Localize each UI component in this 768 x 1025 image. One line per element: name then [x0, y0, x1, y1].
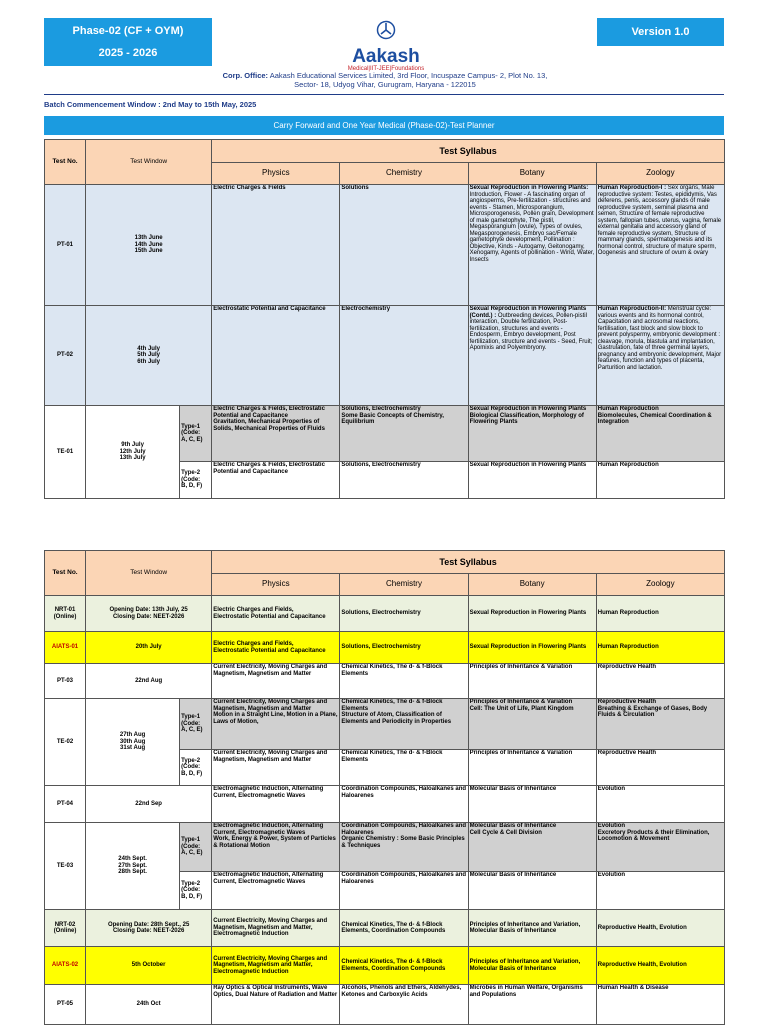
chemistry-cell: Chemical Kinetics, The d- & f-Block Elements Structure of Atom, Classification of Elements and Periodicity in Properties: [340, 699, 468, 750]
zoology-detail: Sex organs, Male reproductive system: Testes, epididymis, Vas deferens, penis, accessory glands of male reproductive system, seminal plasma and semen, Structure of female reproductive system, fallopian tubes, uterus, vagina, female external genitalia and accessory gland of female reproductive system, Structure of mammary glands, spermatogenesis and its hormonal control, structure of mature sperm, Oogenesis and structure of ovum & ovary: [597, 185, 722, 256]
physics-cell: Electric Charges and Fields, Electrostatic Potential and Capacitance: [212, 596, 340, 632]
test-id: TE-01: [45, 406, 86, 499]
zoology-cell: Evolution: [596, 872, 724, 910]
test-id: TE-02: [45, 699, 86, 786]
table-row: [45, 947, 725, 985]
col-physics: Physics: [212, 163, 340, 185]
botany-cell: Molecular Basis of Inheritance: [468, 872, 596, 910]
table-row: [45, 306, 725, 406]
table-row: [45, 664, 725, 699]
corp-line2: Sector- 18, Udyog Vihar, Gurugram, Haryana - 122015: [294, 80, 476, 89]
physics-cell: Electrostatic Potential and Capacitance: [212, 306, 340, 406]
zoology-cell: Reproductive Health, Evolution: [596, 910, 724, 947]
botany-cell: Sexual Reproduction in Flowering Plants: [468, 462, 596, 499]
test-window: 22nd Sep: [86, 786, 212, 823]
zoology-cell: Reproductive Health, Evolution: [596, 947, 724, 985]
chemistry-cell: Chemical Kinetics, The d- & f-Block Elements, Coordination Compounds: [340, 910, 468, 947]
chemistry-cell: Solutions, Electrochemistry: [340, 462, 468, 499]
zoology-cell: Human Reproduction: [596, 596, 724, 632]
table-row: [45, 699, 725, 750]
aakash-logo: [336, 20, 436, 72]
test-id: PT-01: [45, 185, 86, 306]
table-row: [45, 406, 725, 462]
test-window: Opening Date: 28th Sept., 25 Closing Date: NEET-2026: [86, 910, 212, 947]
zoology-cell: [596, 185, 724, 306]
test-id: PT-04: [45, 786, 86, 823]
test-window: Opening Date: 13th July, 25 Closing Date: NEET-2026: [86, 596, 212, 632]
physics-cell: Ray Optics & Optical Instruments, Wave Optics, Dual Nature of Radiation and Matter: [212, 985, 340, 1025]
chemistry-cell: Coordination Compounds, Haloalkanes and Haloarenes: [340, 786, 468, 823]
version-box: [597, 18, 724, 46]
planner-title: Carry Forward and One Year Medical (Phase-02)-Test Planner: [44, 116, 724, 135]
col-test-window: Test Window: [86, 551, 212, 596]
botany-cell: [468, 185, 596, 306]
table-row: [45, 985, 725, 1025]
table-row: [45, 632, 725, 664]
physics-cell: Electromagnetic Induction, Alternating Current, Electromagnetic Waves: [212, 786, 340, 823]
test-id: NRT-02 (Online): [45, 910, 86, 947]
corp-office: [180, 71, 590, 89]
physics-cell: Current Electricity, Moving Charges and Magnetism, Magnetism and Matter, Electromagnetic Induction: [212, 947, 340, 985]
botany-cell: Principles of Inheritance & Variation: [468, 664, 596, 699]
type-label: Type-2 (Code: B, D, F): [180, 462, 212, 499]
col-test-no: Test No.: [45, 551, 86, 596]
botany-cell: Sexual Reproduction in Flowering Plants: [468, 632, 596, 664]
chemistry-cell: Chemical Kinetics, The d- & f-Block Elements: [340, 664, 468, 699]
botany-cell: Principles of Inheritance & Variation Cell: The Unit of Life, Plant Kingdom: [468, 699, 596, 750]
type-label: Type-1 (Code: A, C, E): [180, 406, 212, 462]
test-window: 13th June 14th June 15th June: [86, 185, 212, 306]
zoology-cell: Human Reproduction: [596, 462, 724, 499]
test-window: 22nd Aug: [86, 664, 212, 699]
chemistry-cell: Coordination Compounds, Haloalkanes and Haloarenes: [340, 872, 468, 910]
test-id: PT-05: [45, 985, 86, 1025]
logo-tagline: Medical|IIT-JEE|Foundations: [347, 66, 425, 72]
botany-cell: Microbes in Human Welfare, Organisms and Populations: [468, 985, 596, 1025]
test-window: 4th July 5th July 6th July: [86, 306, 212, 406]
chemistry-cell: Solutions, Electrochemistry: [340, 632, 468, 664]
chemistry-cell: Solutions: [340, 185, 468, 306]
test-window: 9th July 12th July 13th July: [86, 406, 180, 499]
type-label: Type-1 (Code: A, C, E): [180, 823, 212, 872]
batch-window: Batch Commencement Window : 2nd May to 15th May, 2025: [44, 100, 257, 109]
zoology-cell: Reproductive Health: [596, 664, 724, 699]
zoology-heading: Human Reproduction-II:: [597, 306, 667, 312]
col-botany: Botany: [468, 574, 596, 596]
col-chemistry: Chemistry: [340, 574, 468, 596]
botany-heading: Sexual Reproduction in Flowering Plants (Contd.) :: [469, 306, 587, 319]
test-id: AIATS-01: [45, 632, 86, 664]
header-divider: [44, 94, 724, 95]
physics-cell: Current Electricity, Moving Charges and Magnetism, Magnetism and Matter: [212, 750, 340, 786]
table-row: [45, 823, 725, 872]
table-row: [45, 786, 725, 823]
chemistry-cell: Solutions, Electrochemistry Some Basic Concepts of Chemistry, Equilibrium: [340, 406, 468, 462]
chemistry-cell: Solutions, Electrochemistry: [340, 596, 468, 632]
chemistry-cell: Alcohols, Phenols and Ethers, Aldehydes, Ketones and Carboxylic Acids: [340, 985, 468, 1025]
col-zoology: Zoology: [596, 163, 724, 185]
table-row: [45, 910, 725, 947]
test-id: TE-03: [45, 823, 86, 910]
col-zoology: Zoology: [596, 574, 724, 596]
test-id: NRT-01 (Online): [45, 596, 86, 632]
chemistry-cell: Electrochemistry: [340, 306, 468, 406]
test-id: AIATS-02: [45, 947, 86, 985]
corp-label: Corp. Office:: [222, 71, 269, 80]
type-label: Type-2 (Code: B, D, F): [180, 872, 212, 910]
test-window: 24th Oct: [86, 985, 212, 1025]
chemistry-cell: Chemical Kinetics, The d- & f-Block Elements: [340, 750, 468, 786]
physics-cell: Electric Charges & Fields, Electrostatic Potential and Capacitance: [212, 462, 340, 499]
zoology-detail: Menstrual cycle: various events and its hormonal control, Capacitation and acrosomal reactions, fertilisation, fast block and slow block to prevent polyspermy, embryonic development : cleavage, morula, blastula and implantation, Gastrulation, fate of three germinal layers, pregnancy and embryonic development, Major features, function and types of placenta, Parturition and lactation.: [597, 306, 722, 371]
botany-cell: Molecular Basis of Inheritance Cell Cycle & Cell Division: [468, 823, 596, 872]
botany-cell: Molecular Basis of Inheritance: [468, 786, 596, 823]
physics-cell: Electric Charges & Fields: [212, 185, 340, 306]
physics-cell: Current Electricity, Moving Charges and Magnetism, Magnetism and Matter Motion in a Straight Line, Motion in a Plane, Laws of Motion,: [212, 699, 340, 750]
logo-word: Aakash: [352, 46, 420, 67]
test-window: 5th October: [86, 947, 212, 985]
phase-label: Phase-02 (CF + OYM): [72, 25, 184, 37]
physics-cell: Current Electricity, Moving Charges and Magnetism, Magnetism and Matter, Electromagnetic Induction: [212, 910, 340, 947]
test-table-2: [44, 550, 725, 1025]
botany-cell: Sexual Reproduction in Flowering Plants: [468, 596, 596, 632]
physics-cell: Electromagnetic Induction, Alternating Current, Electromagnetic Waves Work, Energy & Power, System of Particles & Rotational Motion: [212, 823, 340, 872]
col-test-no: Test No.: [45, 140, 86, 185]
version-label: Version 1.0: [631, 26, 690, 38]
test-id: PT-02: [45, 306, 86, 406]
table-row: [45, 185, 725, 306]
test-window: 27th Aug 30th Aug 31st Aug: [86, 699, 180, 786]
test-id: PT-03: [45, 664, 86, 699]
col-test-syllabus: Test Syllabus: [212, 140, 725, 163]
botany-cell: Principles of Inheritance and Variation, Molecular Basis of Inheritance: [468, 910, 596, 947]
zoology-heading: Human Reproduction-I :: [597, 185, 667, 191]
zoology-cell: Evolution Excretory Products & their Elimination, Locomotion & Movement: [596, 823, 724, 872]
col-botany: Botany: [468, 163, 596, 185]
botany-detail: Outbreeding devices, Pollen-pistil interaction, Double fertilization, Post-fertilization, structures and events - Endosperm, Embryo development, Post fertilization, structure and events - Seed, Fruit; Apomixis and Polyembryony.: [469, 312, 593, 351]
physics-cell: Electric Charges and Fields, Electrostatic Potential and Capacitance: [212, 632, 340, 664]
botany-cell: Principles of Inheritance and Variation, Molecular Basis of Inheritance: [468, 947, 596, 985]
botany-cell: Principles of Inheritance & Variation: [468, 750, 596, 786]
type-label: Type-2 (Code: B, D, F): [180, 750, 212, 786]
zoology-cell: Human Health & Disease: [596, 985, 724, 1025]
botany-heading: Sexual Reproduction in Flowering Plants:: [469, 185, 589, 191]
col-physics: Physics: [212, 574, 340, 596]
zoology-cell: Evolution: [596, 786, 724, 823]
table-row: [45, 596, 725, 632]
zoology-cell: Reproductive Health: [596, 750, 724, 786]
zoology-cell: Reproductive Health Breathing & Exchange of Gases, Body Fluids & Circulation: [596, 699, 724, 750]
zoology-cell: [596, 306, 724, 406]
chemistry-cell: Chemical Kinetics, The d- & f-Block Elements, Coordination Compounds: [340, 947, 468, 985]
corp-line1: Aakash Educational Services Limited, 3rd Floor, Incuspaze Campus- 2, Plot No. 13,: [269, 71, 548, 80]
col-test-window: Test Window: [86, 140, 212, 185]
col-test-syllabus: Test Syllabus: [212, 551, 725, 574]
physics-cell: Current Electricity, Moving Charges and Magnetism, Magnetism and Matter: [212, 664, 340, 699]
test-window: 24th Sept. 27th Sept. 28th Sept.: [86, 823, 180, 910]
phase-box: [44, 18, 212, 66]
botany-cell: [468, 306, 596, 406]
chemistry-cell: Coordination Compounds, Haloalkanes and Haloarenes Organic Chemistry : Some Basic Principles & Techniques: [340, 823, 468, 872]
physics-cell: Electric Charges & Fields, Electrostatic Potential and Capacitance Gravitation, Mechanical Properties of Solids, Mechanical Properties of Fluids: [212, 406, 340, 462]
zoology-cell: Human Reproduction Biomolecules, Chemical Coordination & Integration: [596, 406, 724, 462]
zoology-cell: Human Reproduction: [596, 632, 724, 664]
year-label: 2025 - 2026: [98, 47, 158, 59]
physics-cell: Electromagnetic Induction, Alternating Current, Electromagnetic Waves: [212, 872, 340, 910]
type-label: Type-1 (Code: A, C, E): [180, 699, 212, 750]
test-window: 20th July: [86, 632, 212, 664]
aakash-emblem-icon: [376, 20, 396, 40]
botany-cell: Sexual Reproduction in Flowering Plants Biological Classification, Morphology of Flowering Plants: [468, 406, 596, 462]
botany-detail: Introduction, Flower - A fascinating organ of angiosperms, Pre-fertilization - structures and events - Stamen, Microsporangium, Microsporogenesis, Pollen grain, Development of male gametophyte, The pistil, Megasporangium (ovule), Types of ovules, Megasporogenesis, Embryo sac/Female gametophyte development, Pollination : Objective, Kinds - Autogamy, Geitonogamy, Xenogamy, Agents of pollination - Wind, Water, Insects: [469, 191, 595, 263]
col-chemistry: Chemistry: [340, 163, 468, 185]
test-table-1: [44, 139, 725, 499]
